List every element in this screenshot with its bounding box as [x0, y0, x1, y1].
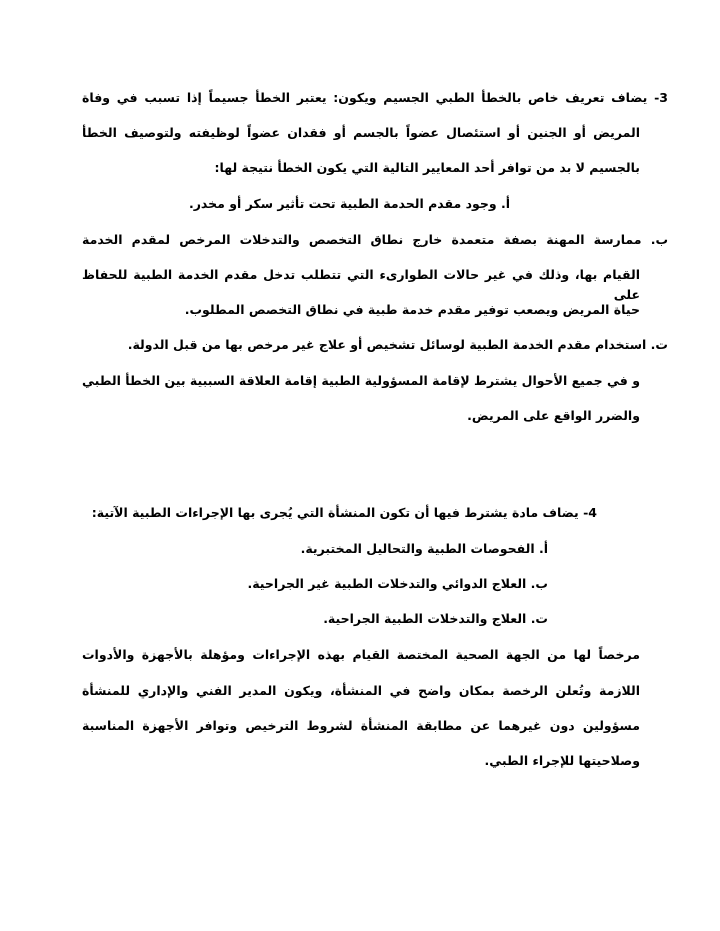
section-3-line-2: المريض أو الجنين أو استئصال عضواً بالجسم أو فقدان عضواً لوظيفته ولتوصيف الخطأ — [82, 125, 640, 140]
section-3-line-3: بالجسيم لا بد من توافر أحد المعايير التالية التي يكون الخطأ نتيجة لها: — [214, 160, 640, 175]
section-4-closing-line-4: وصلاحيتها للإجراء الطبي. — [484, 753, 640, 768]
criterion-a: أ. وجود مقدم الحدمة الطبية تحت تأثير سكر أو مخدر. — [188, 196, 510, 211]
section-3-closing-line-2: والضرر الواقع على المريض. — [467, 408, 640, 423]
section-4-closing-line-2: اللازمة وتُعلن الرخصة بمكان واضح في المنشأة، ويكون المدير الفني والإداري للمنشأة — [82, 683, 640, 698]
criterion-b-line-1: ب. ممارسة المهنة بصفة متعمدة خارج نطاق التخصص والتدخلات المرخص لمقدم الخدمة — [82, 232, 668, 247]
section-3-closing-line-1: و في جميع الأحوال يشترط لإقامة المسؤولية الطبية إقامة العلاقة السببية بين الخطأ الطبي — [82, 373, 640, 388]
criterion-b-line-3: حياة المريض ويصعب توفير مقدم خدمة طبية في نطاق التخصص المطلوب. — [184, 302, 640, 317]
section-4-heading: 4- يضاف مادة يشترط فيها أن تكون المنشأة التي يُجرى بها الإجراءات الطبية الآتية: — [91, 505, 597, 520]
section-3-line-1: 3- يضاف تعريف خاص بالخطأ الطبي الجسيم ويكون: يعتبر الخطأ جسيماً إذا تسبب في وفاة — [82, 90, 668, 105]
section-4-closing-line-1: مرخصاً لها من الجهة الصحية المختصة القيام بهذه الإجراءات ومؤهلة بالأجهزة والأدوات — [82, 647, 640, 662]
criterion-b-line-2: القيام بها، وذلك في غير حالات الطوارىء التي تتطلب تدخل مقدم الخدمة الطبية للحفاظ على — [82, 267, 640, 302]
section-4-closing-line-3: مسؤولين دون غيرهما عن مطابقة المنشأة لشروط الترخيص وتوافر الأجهزة المناسبة — [82, 718, 640, 733]
procedure-b: ب. العلاج الدوائي والتدخلات الطبية غير الجراحية. — [247, 576, 548, 591]
procedure-a: أ. الفحوصات الطبية والتحاليل المختبرية. — [300, 541, 548, 556]
procedure-t: ت. العلاج والتدخلات الطبية الجراحية. — [323, 611, 548, 626]
criterion-t: ت. استخدام مقدم الخدمة الطبية لوسائل تشخيص أو علاج غير مرخص بها من قبل الدولة. — [127, 337, 668, 352]
